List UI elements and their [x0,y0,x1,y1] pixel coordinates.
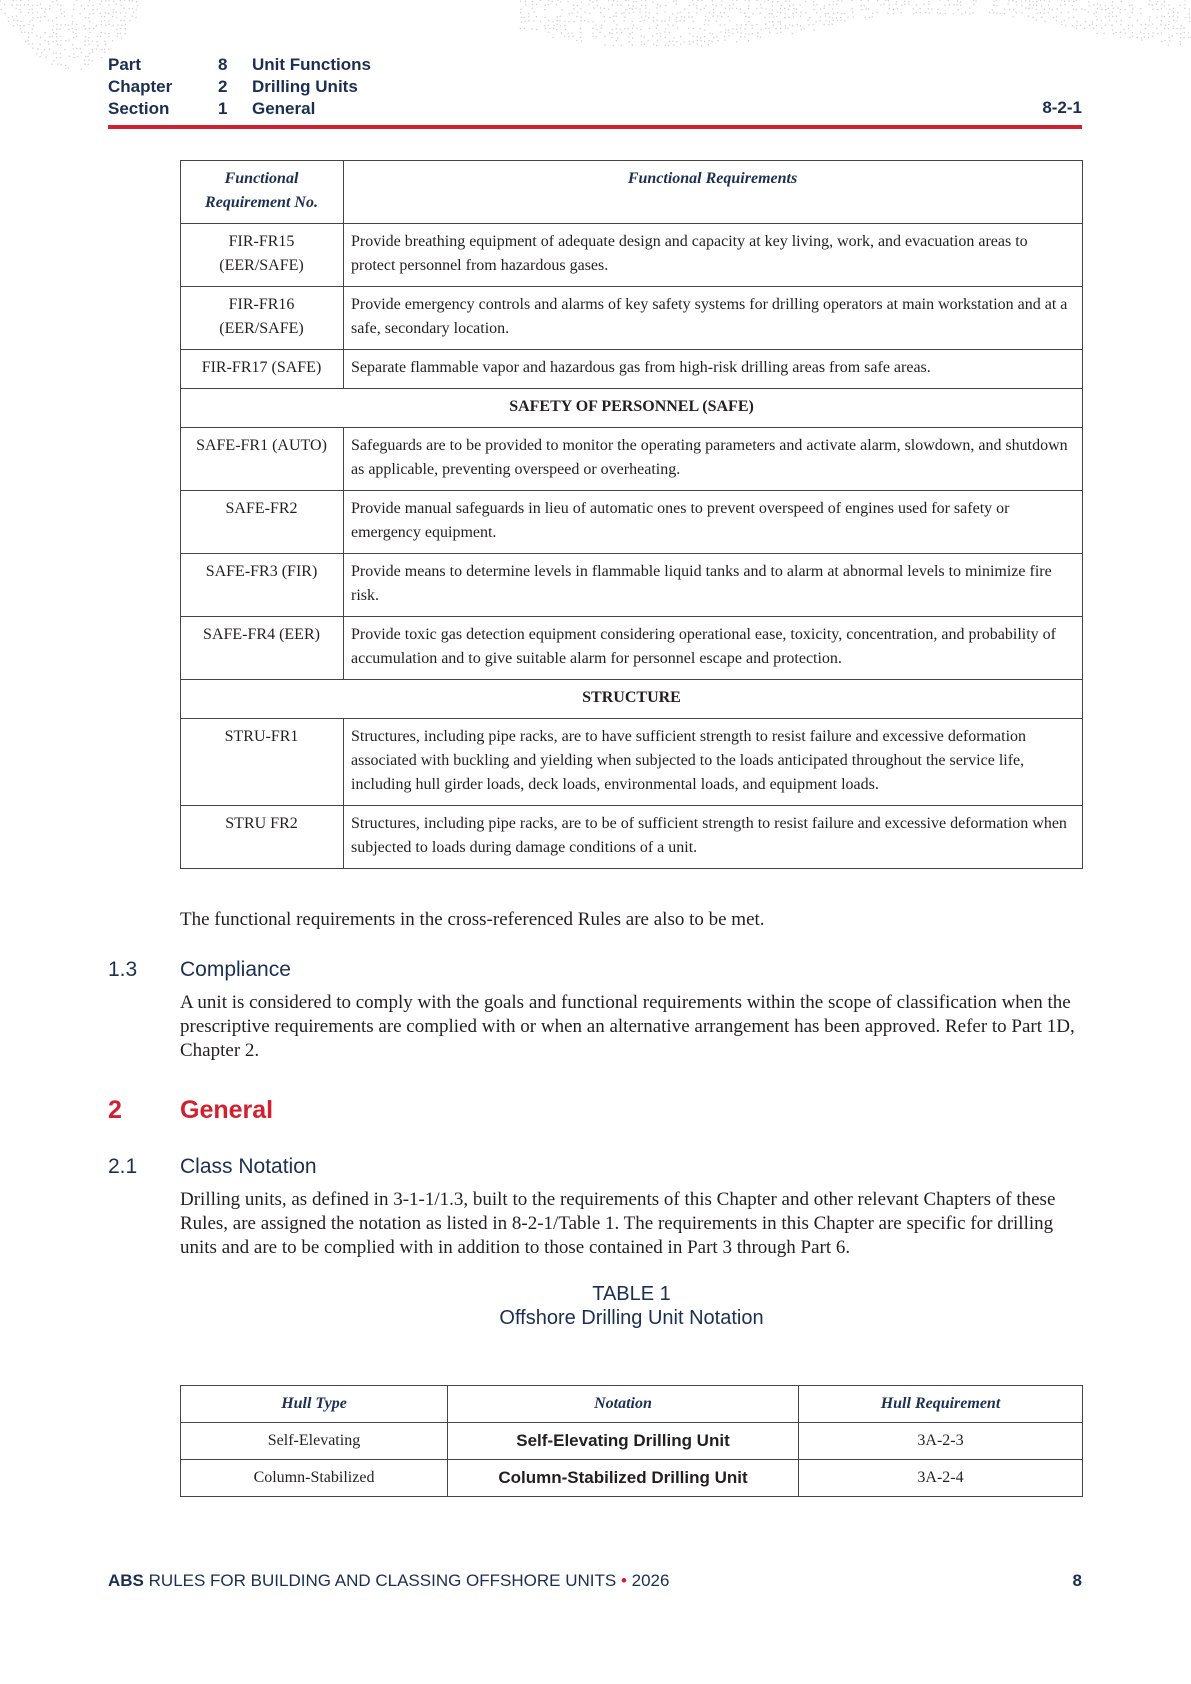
header-chapter-row [108,76,371,98]
requirement-text: Provide toxic gas detection equipment considering operational ease, toxicity, concentration, and probability of accumulation and to give suitable alarm for personnel escape and protection. [344,617,1083,680]
table-row [181,806,1083,869]
section-heading-structure: STRUCTURE [181,680,1083,719]
footer-abs-logo-text: ABS [108,1571,144,1590]
cross-reference-paragraph: The functional requirements in the cross-referenced Rules are also to be met. [180,909,765,930]
table-row [181,617,1083,680]
requirement-id: SAFE-FR4 (EER) [181,617,344,680]
column-header-req-no: Functional Requirement No. [181,161,344,224]
header-chapter-number: 2 [218,77,228,96]
compliance-paragraph: A unit is considered to comply with the goals and functional requirements within the scope of classification when the prescriptive requirements are complied with or when an alternative arrangement has been approved. Refer to Part 1D, Chapter 2. [180,992,1075,1061]
table-row [181,287,1083,350]
hull-requirement-cell: 3A-2-3 [799,1423,1083,1460]
header-chapter-title: Drilling Units [252,77,358,96]
table-row [181,719,1083,806]
header-section-title: General [252,99,316,118]
notation-cell: Self-Elevating Drilling Unit [448,1423,799,1460]
compliance-section-number: 1.3 [108,958,138,981]
compliance-heading: Compliance [180,958,291,981]
requirement-text: Structures, including pipe racks, are to have sufficient strength to resist failure and excessive deformation associated with buckling and yielding when subjected to the loads anticipated throughout the service life, including hull girder loads, deck loads, environmental loads, and equipment loads. [344,719,1083,806]
functional-requirements-table [180,160,1083,869]
requirement-id: STRU FR2 [181,806,344,869]
requirement-id: SAFE-FR3 (FIR) [181,554,344,617]
header-divider [108,125,1082,129]
class-notation-section-number: 2.1 [108,1155,138,1178]
header-section-row [108,98,371,120]
header-part-row [108,54,371,76]
requirement-id: FIR-FR15 (EER/SAFE) [181,224,344,287]
class-notation-heading: Class Notation [180,1155,317,1178]
requirement-id: STRU-FR1 [181,719,344,806]
requirement-id: FIR-FR17 (SAFE) [181,350,344,389]
page-footer [108,1571,669,1591]
column-header-hull-requirement: Hull Requirement [799,1386,1083,1423]
page-number: 8 [1072,1571,1082,1590]
column-header-requirements: Functional Requirements [344,161,1083,224]
class-notation-paragraph: Drilling units, as defined in 3-1-1/1.3, built to the requirements of this Chapter and other relevant Chapters of these Rules, are assigned the notation as listed in 8-2-1/Table 1. The requirements in this Chapter are specific for drilling units and are to be complied with in addition to those contained in Part 3 through Part 6. [180,1189,1056,1258]
footer-year: 2026 [631,1571,670,1590]
requirement-id: FIR-FR16 (EER/SAFE) [181,287,344,350]
table-row [181,1460,1083,1497]
table-row [181,350,1083,389]
column-header-notation: Notation [448,1386,799,1423]
hull-type-cell: Column-Stabilized [181,1460,448,1497]
table-header-row [181,161,1083,224]
notation-cell: Column-Stabilized Drilling Unit [448,1460,799,1497]
footer-bullet: • [620,1571,627,1590]
general-section-number: 2 [108,1096,122,1124]
requirement-text: Provide means to determine levels in flammable liquid tanks and to alarm at abnormal levels to minimize fire risk. [344,554,1083,617]
section-code: 8-2-1 [1042,98,1082,117]
general-heading: General [180,1096,274,1124]
requirement-text: Separate flammable vapor and hazardous gas from high-risk drilling areas from safe areas. [344,350,1083,389]
table-section-row [181,389,1083,428]
header-part-title: Unit Functions [252,55,371,74]
header-section-label: Section [108,99,170,118]
drilling-unit-notation-table [180,1385,1083,1497]
header-section-number: 1 [218,99,228,118]
table-row [181,224,1083,287]
header-part-label: Part [108,55,142,74]
table-row [181,554,1083,617]
table-row [181,491,1083,554]
table-section-row [181,680,1083,719]
table-1-title: Offshore Drilling Unit Notation [499,1307,764,1329]
section-heading-safety: SAFETY OF PERSONNEL (SAFE) [181,389,1083,428]
column-header-hull-type: Hull Type [181,1386,448,1423]
header-part-number: 8 [218,55,228,74]
requirement-text: Safeguards are to be provided to monitor the operating parameters and activate alarm, slowdown, and shutdown as applicable, preventing overspeed or overheating. [344,428,1083,491]
running-header [108,54,371,120]
table-row [181,1423,1083,1460]
requirement-text: Provide manual safeguards in lieu of automatic ones to prevent overspeed of engines used for safety or emergency equipment. [344,491,1083,554]
footer-document-title: RULES FOR BUILDING AND CLASSING OFFSHORE UNITS [148,1571,617,1590]
table-row [181,428,1083,491]
requirement-id: SAFE-FR1 (AUTO) [181,428,344,491]
hull-type-cell: Self-Elevating [181,1423,448,1460]
requirement-text: Structures, including pipe racks, are to be of sufficient strength to resist failure and excessive deformation when subjected to loads during damage conditions of a unit. [344,806,1083,869]
hull-requirement-cell: 3A-2-4 [799,1460,1083,1497]
requirement-id: SAFE-FR2 [181,491,344,554]
table-header-row [181,1386,1083,1423]
requirement-text: Provide emergency controls and alarms of key safety systems for drilling operators at main workstation and at a safe, secondary location. [344,287,1083,350]
header-chapter-label: Chapter [108,77,173,96]
requirement-text: Provide breathing equipment of adequate design and capacity at key living, work, and evacuation areas to protect personnel from hazardous gases. [344,224,1083,287]
table-1-label: TABLE 1 [592,1283,671,1305]
